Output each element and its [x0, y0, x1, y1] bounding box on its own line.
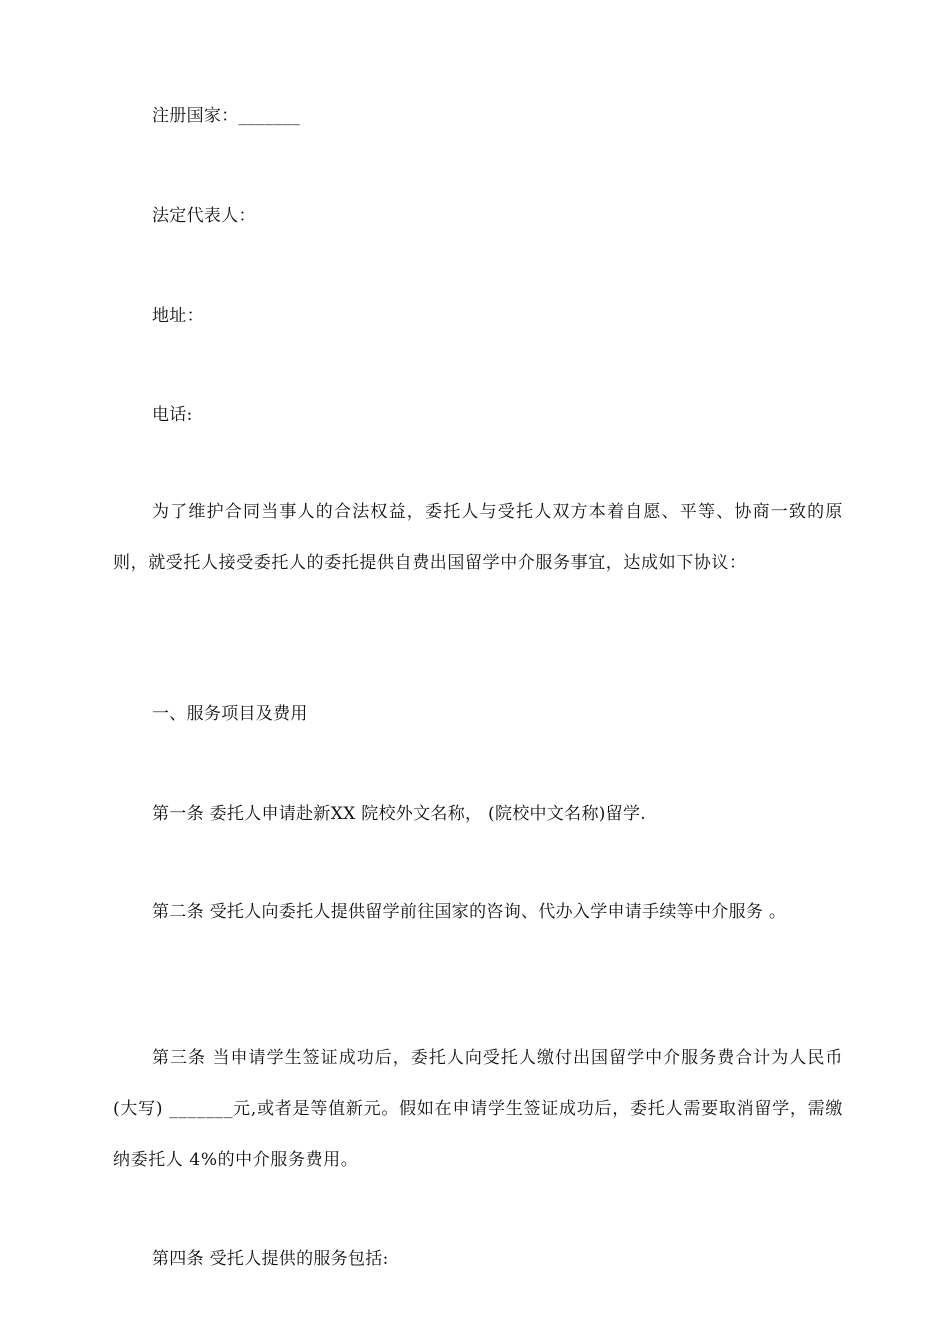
article-2: 第二条 受托人向委托人提供留学前往国家的咨询、代办入学申请手续等中介服务 。	[152, 902, 787, 922]
article-4: 第四条 受托人提供的服务包括:	[152, 1249, 389, 1269]
registered-country-field: 注册国家：_______	[152, 106, 301, 126]
address-field: 地址：	[152, 306, 204, 326]
section-title-services-and-fees: 一、服务项目及费用	[152, 704, 308, 724]
phone-field: 电话:	[152, 405, 193, 425]
article-3: 第三条 当申请学生签证成功后，委托人向受托人缴付出国留学中介服务费合计为人民币(大写) _______元,或者是等值新元。假如在申请学生签证成功后，委托人需要取消留学，需缴纳委托人 4%的中介服务费用。	[113, 1048, 843, 1170]
intro-paragraph: 为了维护合同当事人的合法权益，委托人与受托人双方本着自愿、平等、协商一致的原则，就受托人接受委托人的委托提供自费出国留学中介服务事宜，达成如下协议：	[113, 502, 843, 573]
legal-representative-field: 法定代表人：	[152, 206, 256, 226]
article-1: 第一条 委托人申请赴新XX 院校外文名称， (院校中文名称)留学.	[152, 804, 646, 824]
